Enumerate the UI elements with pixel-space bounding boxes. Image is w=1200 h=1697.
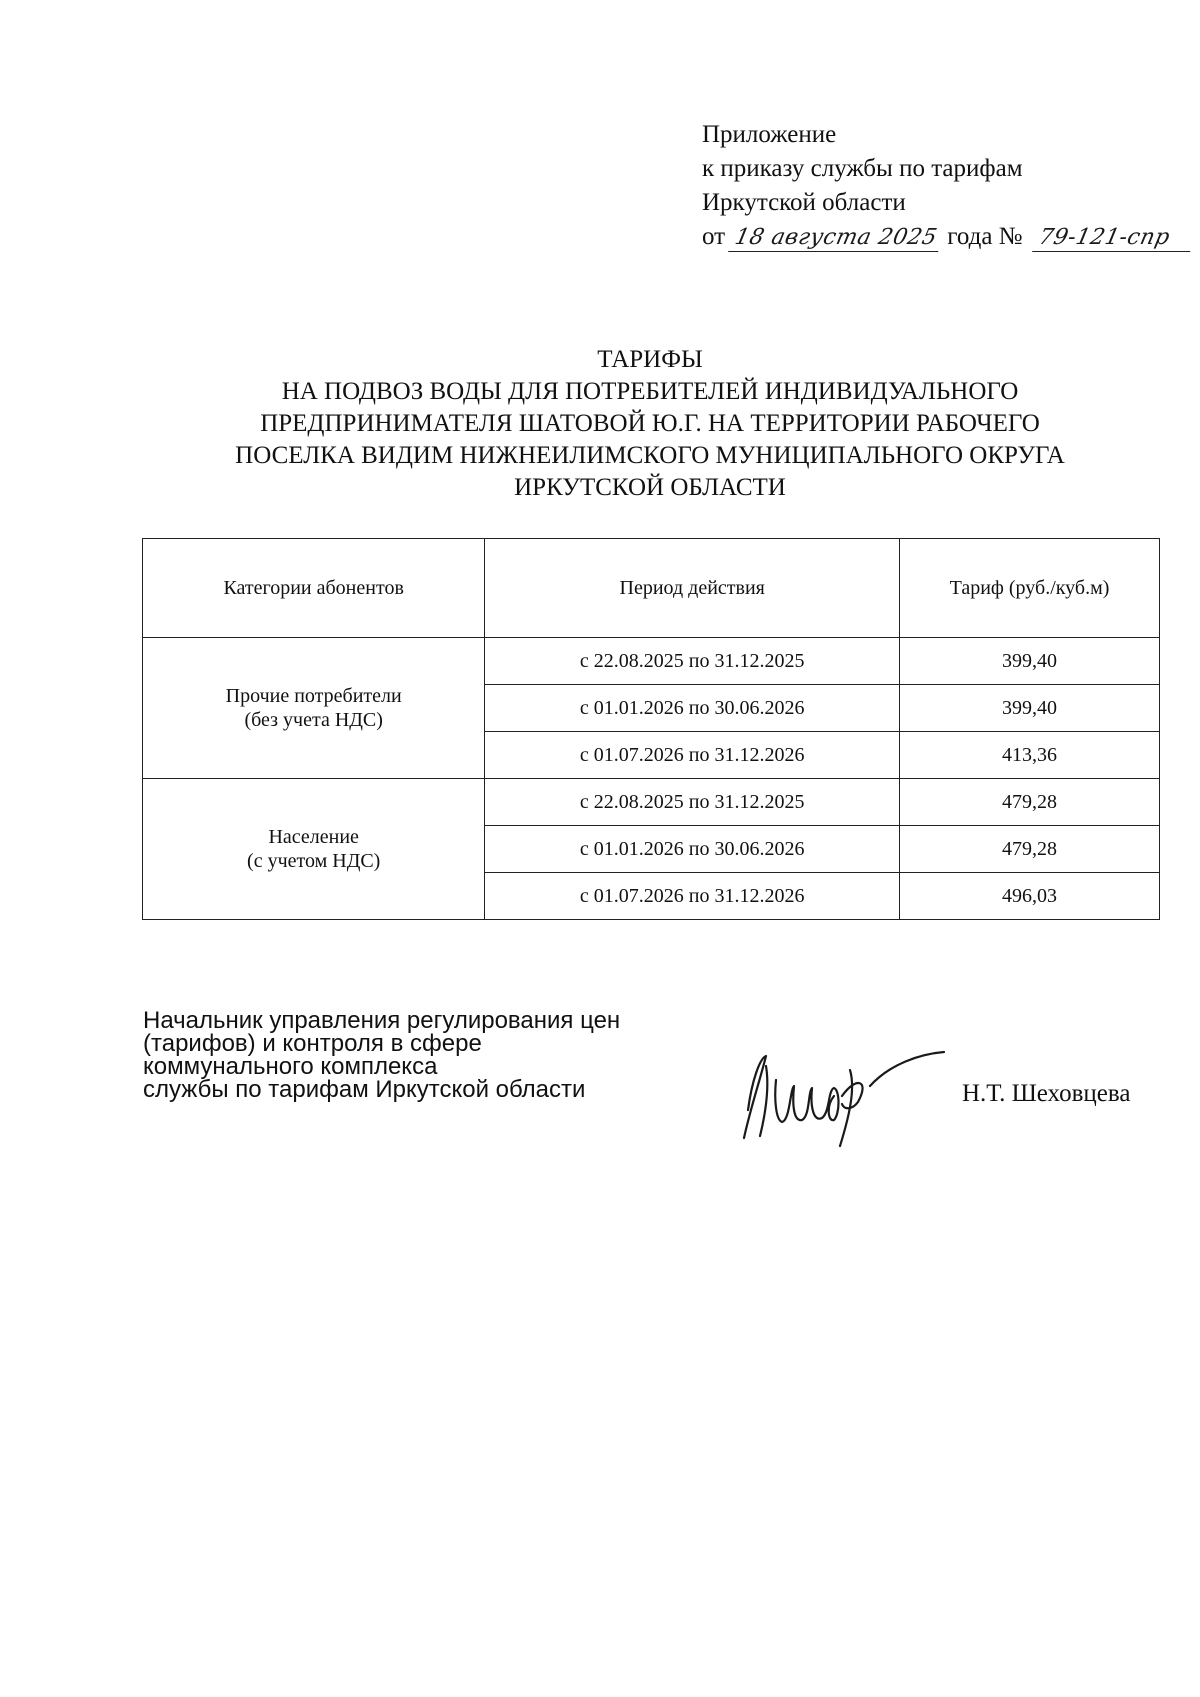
position-line: Начальник управления регулирования цен xyxy=(143,1007,621,1034)
appendix-line-3: Иркутской области xyxy=(702,189,906,216)
period-cell: с 01.01.2026 по 30.06.2026 xyxy=(485,685,900,732)
title-line: НА ПОДВОЗ ВОДЫ ДЛЯ ПОТРЕБИТЕЛЕЙ ИНДИВИДУАЛЬНОГО xyxy=(281,378,1019,405)
category-name: Население xyxy=(268,826,359,848)
title-line: ИРКУТСКОЙ ОБЛАСТИ xyxy=(514,474,786,501)
tariff-table xyxy=(142,538,1160,920)
appendix-line-2: к приказу службы по тарифам xyxy=(702,155,1023,182)
table-header-row xyxy=(143,539,1160,638)
category-vat-note: (без учета НДС) xyxy=(244,709,383,731)
position-line: службы по тарифам Иркутской области xyxy=(143,1076,586,1103)
tariff-cell: 413,36 xyxy=(900,732,1160,779)
tariff-cell: 479,28 xyxy=(900,826,1160,873)
period-cell: с 01.01.2026 по 30.06.2026 xyxy=(485,826,900,873)
appendix-block xyxy=(702,118,1193,254)
category-name: Прочие потребители xyxy=(225,685,402,707)
date-prefix: от xyxy=(702,223,726,250)
signatory-position xyxy=(143,1009,620,1101)
tariff-cell: 496,03 xyxy=(900,873,1160,920)
handwritten-date: 18 августа 2025 xyxy=(728,225,943,252)
period-cell: с 01.07.2026 по 31.12.2026 xyxy=(485,873,900,920)
position-line: (тарифов) и контроля в сфере xyxy=(143,1030,482,1057)
signature-icon xyxy=(730,1040,970,1150)
period-cell: с 22.08.2025 по 31.12.2025 xyxy=(485,779,900,826)
header-category: Категории абонентов xyxy=(143,539,485,638)
tariff-cell: 479,28 xyxy=(900,779,1160,826)
title-line: ТАРИФЫ xyxy=(597,346,703,373)
tariff-cell: 399,40 xyxy=(900,685,1160,732)
signer-name: Н.Т. Шеховцева xyxy=(962,1080,1131,1107)
title-line: ПОСЕЛКА ВИДИМ НИЖНЕИЛИМСКОГО МУНИЦИПАЛЬНОГО ОКРУГА xyxy=(235,442,1065,469)
period-cell: с 22.08.2025 по 31.12.2025 xyxy=(485,638,900,685)
tariff-cell: 399,40 xyxy=(900,638,1160,685)
appendix-date-line xyxy=(702,220,1193,254)
position-line: коммунального комплекса xyxy=(143,1053,438,1080)
category-cell-population xyxy=(143,779,485,920)
category-cell-other xyxy=(143,638,485,779)
title-line: ПРЕДПРИНИМАТЕЛЯ ШАТОВОЙ Ю.Г. НА ТЕРРИТОРИИ РАБОЧЕГО xyxy=(260,410,1040,437)
category-vat-note: (с учетом НДС) xyxy=(247,850,381,872)
period-cell: с 01.07.2026 по 31.12.2026 xyxy=(485,732,900,779)
document-title xyxy=(140,344,1160,504)
header-period: Период действия xyxy=(485,539,900,638)
appendix-line-1: Приложение xyxy=(702,121,837,148)
table-row xyxy=(143,779,1160,826)
table-row xyxy=(143,638,1160,685)
number-prefix: года № xyxy=(947,223,1023,250)
header-tariff: Тариф (руб./куб.м) xyxy=(900,539,1160,638)
handwritten-order-number: 79-121-спр xyxy=(1032,225,1196,252)
